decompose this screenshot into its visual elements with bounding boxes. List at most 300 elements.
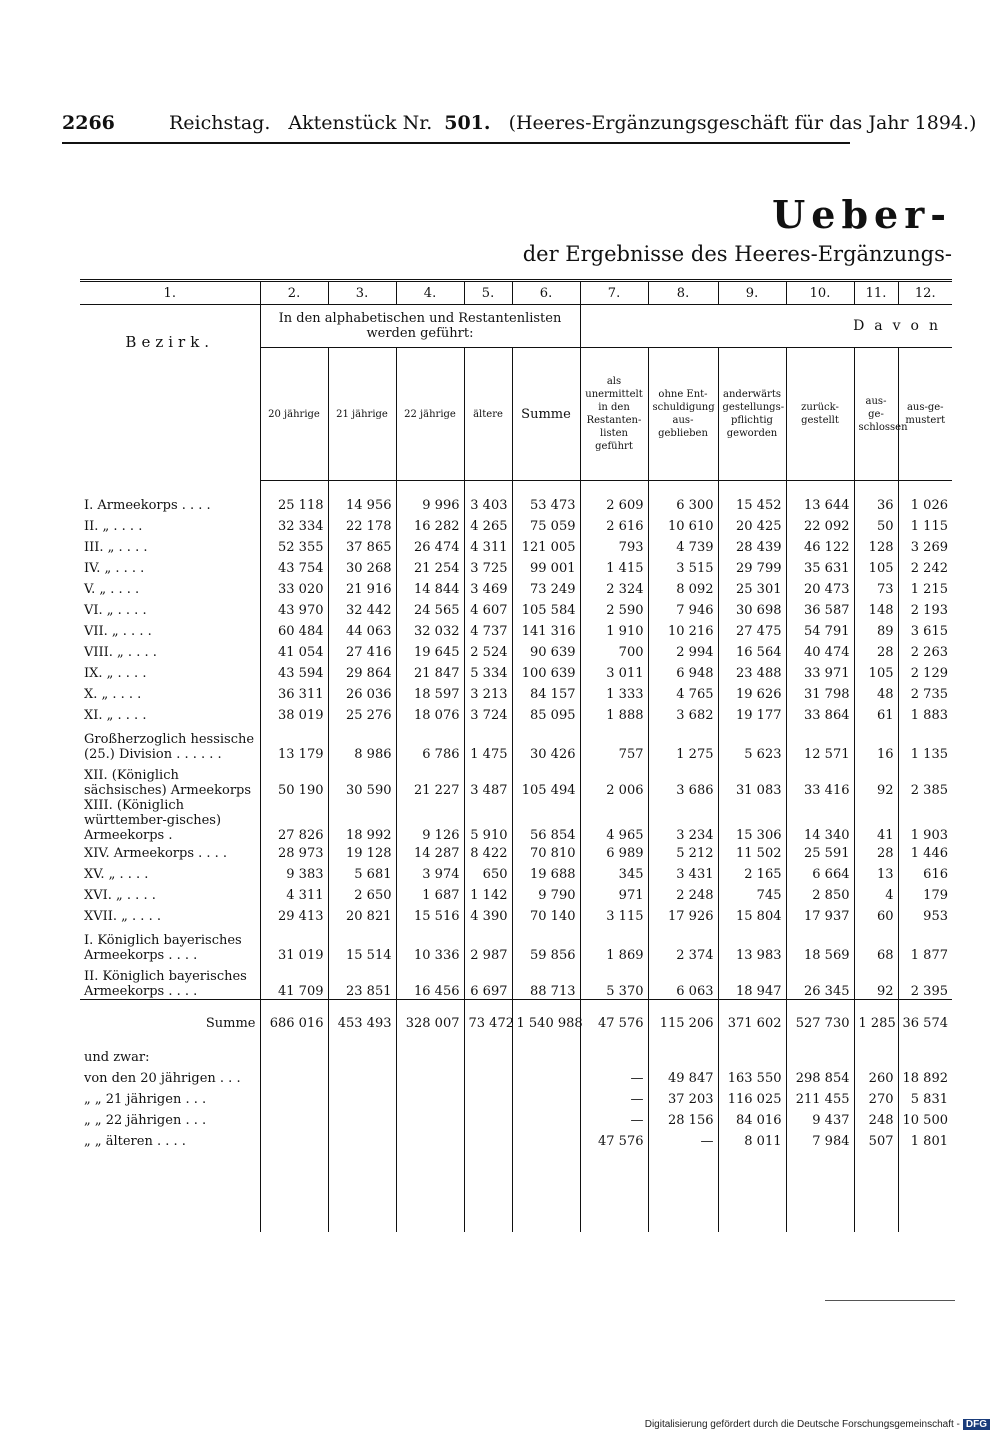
- table-cell: 3 682: [648, 705, 718, 726]
- sub-header: als unermittelt in den Restanten-listen geführt: [580, 348, 648, 481]
- table-cell: 88 713: [512, 963, 580, 1000]
- table-row: [80, 927, 952, 963]
- footer-note: [645, 1419, 990, 1430]
- table-cell: 700: [580, 642, 648, 663]
- table-cell: 30 426: [512, 726, 580, 762]
- table-cell: 28 439: [718, 537, 786, 558]
- table-cell: 2 987: [464, 927, 512, 963]
- table-cell: [464, 1152, 512, 1232]
- table-cell: 26 345: [786, 963, 854, 1000]
- table-cell: 43 594: [260, 663, 328, 684]
- table-cell: 8 422: [464, 843, 512, 864]
- table-cell: 22 178: [328, 516, 396, 537]
- table-cell: 6 989: [580, 843, 648, 864]
- table-cell: 25 591: [786, 843, 854, 864]
- table-cell: 9 126: [396, 798, 464, 843]
- table-cell: [328, 1152, 396, 1232]
- breakdown-row: [80, 1068, 952, 1089]
- table-cell: 6 786: [396, 726, 464, 762]
- row-label: I. Armeekorps . . . .: [84, 498, 211, 513]
- table-cell: 6 697: [464, 963, 512, 1000]
- bezirk-header: Bezirk.: [125, 333, 215, 351]
- table-cell: 16: [854, 726, 898, 762]
- table-cell: 9 437: [786, 1110, 854, 1131]
- table-cell: 10 336: [396, 927, 464, 963]
- header-aktenstueck: Aktenstück Nr.: [288, 112, 433, 134]
- table-cell: 15 452: [718, 495, 786, 516]
- col-num: 6.: [512, 281, 580, 305]
- table-cell: 75 059: [512, 516, 580, 537]
- col-num: 8.: [648, 281, 718, 305]
- table-cell: 1 115: [898, 516, 952, 537]
- table-cell: 5 370: [580, 963, 648, 1000]
- table-row: [80, 726, 952, 762]
- table-cell: [718, 481, 786, 496]
- breakdown-row: [80, 1131, 952, 1152]
- table-row: [80, 537, 952, 558]
- table-cell: 54 791: [786, 621, 854, 642]
- table-cell: 1 333: [580, 684, 648, 705]
- table-cell: 953: [898, 906, 952, 927]
- table-cell: [464, 481, 512, 496]
- table-cell: 1 142: [464, 885, 512, 906]
- table-cell: 23 851: [328, 963, 396, 1000]
- table-cell: 10 216: [648, 621, 718, 642]
- table-cell: 5 910: [464, 798, 512, 843]
- und-zwar-row: [80, 1046, 952, 1068]
- spacer-row: [80, 481, 952, 496]
- col-num: 5.: [464, 281, 512, 305]
- table-cell: 1 903: [898, 798, 952, 843]
- sub-header: aus-ge-schlossen: [854, 348, 898, 481]
- table-cell: 4 311: [464, 537, 512, 558]
- table-cell: 56 854: [512, 798, 580, 843]
- table-cell: [512, 1089, 580, 1110]
- table-cell: 36: [854, 495, 898, 516]
- table-cell: 14 340: [786, 798, 854, 843]
- table-cell: 4 607: [464, 600, 512, 621]
- table-cell: 4 311: [260, 885, 328, 906]
- row-label: „ „ 21 jährigen . . .: [84, 1092, 207, 1107]
- table-cell: 61: [854, 705, 898, 726]
- table-cell: 10 610: [648, 516, 718, 537]
- page-title: Ueber-: [772, 192, 952, 237]
- table-row: [80, 621, 952, 642]
- table-cell: 30 698: [718, 600, 786, 621]
- table-cell: [898, 481, 952, 496]
- table-cell: 17 926: [648, 906, 718, 927]
- sub-header: 20 jährige: [260, 348, 328, 481]
- table-cell: 2 324: [580, 579, 648, 600]
- table-cell: 27 416: [328, 642, 396, 663]
- table-cell: 32 334: [260, 516, 328, 537]
- table-cell: 1 883: [898, 705, 952, 726]
- table-cell: 248: [854, 1110, 898, 1131]
- table-cell: [396, 1068, 464, 1089]
- table-cell: 92: [854, 762, 898, 798]
- header-nr: 501.: [444, 112, 491, 134]
- table-cell: [898, 1152, 952, 1232]
- table-row: [80, 843, 952, 864]
- table-cell: 1 446: [898, 843, 952, 864]
- table-cell: 4 765: [648, 684, 718, 705]
- table-cell: 43 970: [260, 600, 328, 621]
- table-cell: [512, 1131, 580, 1152]
- table-cell: 7 946: [648, 600, 718, 621]
- page-header: [62, 112, 977, 134]
- table-cell: 745: [718, 885, 786, 906]
- table-cell: [854, 1152, 898, 1232]
- table-cell: [512, 1068, 580, 1089]
- table-cell: 46 122: [786, 537, 854, 558]
- table-cell: 757: [580, 726, 648, 762]
- table-cell: 14 844: [396, 579, 464, 600]
- table-cell: 121 005: [512, 537, 580, 558]
- table-cell: 2 524: [464, 642, 512, 663]
- table-cell: 9 790: [512, 885, 580, 906]
- table-cell: [512, 1110, 580, 1131]
- table-cell: 1 475: [464, 726, 512, 762]
- table-cell: [580, 481, 648, 496]
- table-cell: 686 016: [260, 1000, 328, 1047]
- table-cell: 5 334: [464, 663, 512, 684]
- table-cell: 1 135: [898, 726, 952, 762]
- table-cell: 47 576: [580, 1131, 648, 1152]
- table-cell: 20 473: [786, 579, 854, 600]
- table-cell: 6 664: [786, 864, 854, 885]
- tail-row: [80, 1152, 952, 1232]
- table-cell: 6 063: [648, 963, 718, 1000]
- table-cell: 84 016: [718, 1110, 786, 1131]
- table-cell: 115 206: [648, 1000, 718, 1047]
- table-cell: 2 994: [648, 642, 718, 663]
- table-cell: 32 442: [328, 600, 396, 621]
- row-label: [80, 1152, 260, 1232]
- table-cell: [648, 481, 718, 496]
- table-cell: 2 650: [328, 885, 396, 906]
- table-cell: 16 456: [396, 963, 464, 1000]
- table-cell: 1 275: [648, 726, 718, 762]
- table-cell: 33 864: [786, 705, 854, 726]
- table-cell: —: [580, 1068, 648, 1089]
- table-cell: 3 011: [580, 663, 648, 684]
- row-label: XII. (Königlich sächsisches) Armeekorps: [84, 768, 252, 798]
- table-cell: 35 631: [786, 558, 854, 579]
- table-cell: 73: [854, 579, 898, 600]
- row-label: XIV. Armeekorps . . . .: [84, 846, 228, 861]
- table-cell: 33 971: [786, 663, 854, 684]
- table-cell: 4 265: [464, 516, 512, 537]
- table-cell: 3 974: [396, 864, 464, 885]
- table-cell: 29 799: [718, 558, 786, 579]
- table-cell: 28: [854, 642, 898, 663]
- table-row: [80, 906, 952, 927]
- table-cell: 26 474: [396, 537, 464, 558]
- table-cell: 70 810: [512, 843, 580, 864]
- table-cell: 18 892: [898, 1068, 952, 1089]
- table-cell: 37 865: [328, 537, 396, 558]
- table-cell: [396, 481, 464, 496]
- row-label: XIII. (Königlich württember-gisches) Armeekorps .: [84, 798, 222, 843]
- table-cell: [580, 1152, 648, 1232]
- table-cell: 2 850: [786, 885, 854, 906]
- table-cell: 793: [580, 537, 648, 558]
- table-cell: 99 001: [512, 558, 580, 579]
- row-label: XVI. „ . . . .: [84, 888, 156, 903]
- col-num: 3.: [328, 281, 396, 305]
- table-cell: 453 493: [328, 1000, 396, 1047]
- table-cell: 31 019: [260, 927, 328, 963]
- table-cell: 85 095: [512, 705, 580, 726]
- table-cell: 616: [898, 864, 952, 885]
- table-cell: 36 311: [260, 684, 328, 705]
- table-cell: 13 983: [718, 927, 786, 963]
- table-cell: 1 869: [580, 927, 648, 963]
- table-cell: 15 306: [718, 798, 786, 843]
- table-cell: 2 590: [580, 600, 648, 621]
- table-cell: 18 076: [396, 705, 464, 726]
- table-cell: 60: [854, 906, 898, 927]
- sub-header: Summe: [512, 348, 580, 481]
- table-cell: 105 584: [512, 600, 580, 621]
- table-cell: [328, 1089, 396, 1110]
- table-cell: [786, 481, 854, 496]
- table-cell: 2 735: [898, 684, 952, 705]
- row-label: [80, 481, 260, 496]
- sub-header: zurück-gestellt: [786, 348, 854, 481]
- table-cell: 89: [854, 621, 898, 642]
- footer-dash: [825, 1300, 955, 1301]
- row-label: X. „ . . . .: [84, 687, 142, 702]
- table-cell: 5 831: [898, 1089, 952, 1110]
- row-label: VII. „ . . . .: [84, 624, 152, 639]
- table-cell: 30 268: [328, 558, 396, 579]
- table-cell: 14 956: [328, 495, 396, 516]
- table-row: [80, 558, 952, 579]
- table-cell: 19 688: [512, 864, 580, 885]
- row-label: XI. „ . . . .: [84, 708, 147, 723]
- sub-header: aus-ge-mustert: [898, 348, 952, 481]
- table-cell: [328, 1131, 396, 1152]
- table-cell: 260: [854, 1068, 898, 1089]
- table-cell: 100 639: [512, 663, 580, 684]
- row-label: III. „ . . . .: [84, 540, 148, 555]
- table-cell: [464, 1089, 512, 1110]
- table-cell: 1 215: [898, 579, 952, 600]
- table-cell: 1 801: [898, 1131, 952, 1152]
- table-cell: 5 681: [328, 864, 396, 885]
- table-cell: 73 249: [512, 579, 580, 600]
- sub-header: ohne Ent-schuldigung aus-geblieben: [648, 348, 718, 481]
- sub-header: ältere: [464, 348, 512, 481]
- table-cell: 1 888: [580, 705, 648, 726]
- table-cell: [396, 1152, 464, 1232]
- table-cell: 1 877: [898, 927, 952, 963]
- table-cell: [718, 1152, 786, 1232]
- table-cell: 3 234: [648, 798, 718, 843]
- header-subject: (Heeres-Ergänzungsgeschäft für das Jahr 1894.): [508, 112, 977, 134]
- total-row: [80, 1000, 952, 1047]
- table-cell: 148: [854, 600, 898, 621]
- table-cell: 5 623: [718, 726, 786, 762]
- table-cell: 8 986: [328, 726, 396, 762]
- group-header: In den alphabetischen und Restantenlisten werden geführt:: [260, 305, 580, 348]
- table-cell: [464, 1110, 512, 1131]
- table-cell: 20 821: [328, 906, 396, 927]
- table-cell: 16 564: [718, 642, 786, 663]
- table-cell: 2 395: [898, 963, 952, 1000]
- table-cell: 16 282: [396, 516, 464, 537]
- table-cell: 371 602: [718, 1000, 786, 1047]
- table-cell: 3 686: [648, 762, 718, 798]
- table-cell: 17 937: [786, 906, 854, 927]
- table-row: [80, 762, 952, 798]
- table-cell: 971: [580, 885, 648, 906]
- table-cell: 6 300: [648, 495, 718, 516]
- col-num: 9.: [718, 281, 786, 305]
- table-cell: 13: [854, 864, 898, 885]
- table-row: [80, 963, 952, 1000]
- table-cell: 2 193: [898, 600, 952, 621]
- table-cell: 27 826: [260, 798, 328, 843]
- table-cell: 3 515: [648, 558, 718, 579]
- breakdown-row: [80, 1089, 952, 1110]
- table-row: [80, 684, 952, 705]
- table-cell: 15 514: [328, 927, 396, 963]
- table-cell: [464, 1046, 512, 1068]
- col-num: 12.: [898, 281, 952, 305]
- table-cell: 33 416: [786, 762, 854, 798]
- table-cell: —: [648, 1131, 718, 1152]
- table-cell: [328, 481, 396, 496]
- table-cell: 25 301: [718, 579, 786, 600]
- col-num: 1.: [80, 281, 260, 305]
- table-cell: 105 494: [512, 762, 580, 798]
- table-cell: 2 006: [580, 762, 648, 798]
- col-num: 11.: [854, 281, 898, 305]
- col-num: 4.: [396, 281, 464, 305]
- table-cell: 50 190: [260, 762, 328, 798]
- page-subtitle: der Ergebnisse des Heeres-Ergänzungs-: [522, 242, 952, 266]
- col-num: 7.: [580, 281, 648, 305]
- table-row: [80, 579, 952, 600]
- table-row: [80, 798, 952, 843]
- table-cell: 23 488: [718, 663, 786, 684]
- table-cell: 47 576: [580, 1000, 648, 1047]
- table-cell: 3 403: [464, 495, 512, 516]
- table-cell: 179: [898, 885, 952, 906]
- table-cell: 328 007: [396, 1000, 464, 1047]
- table-cell: [648, 1152, 718, 1232]
- table-cell: 22 092: [786, 516, 854, 537]
- table-cell: 3 115: [580, 906, 648, 927]
- table-cell: [512, 1046, 580, 1068]
- table-cell: 31 083: [718, 762, 786, 798]
- table-cell: 68: [854, 927, 898, 963]
- table-cell: 40 474: [786, 642, 854, 663]
- table-cell: 105: [854, 558, 898, 579]
- table-cell: 84 157: [512, 684, 580, 705]
- sub-header: 22 jährige: [396, 348, 464, 481]
- table-cell: 11 502: [718, 843, 786, 864]
- table-cell: 7 984: [786, 1131, 854, 1152]
- table-cell: [260, 1046, 328, 1068]
- table-row: [80, 642, 952, 663]
- table-cell: 105: [854, 663, 898, 684]
- table-cell: [396, 1110, 464, 1131]
- table-cell: 1 687: [396, 885, 464, 906]
- table-cell: 43 754: [260, 558, 328, 579]
- table-row: [80, 600, 952, 621]
- table-cell: 28: [854, 843, 898, 864]
- table-cell: 9 383: [260, 864, 328, 885]
- dfg-logo: DFG: [963, 1419, 990, 1430]
- table-cell: 31 798: [786, 684, 854, 705]
- table-cell: 41 054: [260, 642, 328, 663]
- row-label: V. „ . . . .: [84, 582, 140, 597]
- table-cell: 18 569: [786, 927, 854, 963]
- table-cell: 3 431: [648, 864, 718, 885]
- table-cell: [396, 1131, 464, 1152]
- table-cell: 3 724: [464, 705, 512, 726]
- table-cell: 2 129: [898, 663, 952, 684]
- footer-text: Digitalisierung gefördert durch die Deutsche Forschungsgemeinschaft -: [644, 1419, 960, 1430]
- table-cell: 2 616: [580, 516, 648, 537]
- table-cell: 3 615: [898, 621, 952, 642]
- table-cell: 3 269: [898, 537, 952, 558]
- table-cell: 53 473: [512, 495, 580, 516]
- table-cell: 52 355: [260, 537, 328, 558]
- breakdown-row: [80, 1110, 952, 1131]
- table-cell: [580, 1046, 648, 1068]
- row-label: „ „ älteren . . . .: [84, 1134, 186, 1149]
- table-cell: 298 854: [786, 1068, 854, 1089]
- table-cell: [328, 1110, 396, 1131]
- table-cell: [260, 1068, 328, 1089]
- table-cell: 141 316: [512, 621, 580, 642]
- table-cell: 4 739: [648, 537, 718, 558]
- row-label: I. Königlich bayerisches Armeekorps . . . .: [84, 933, 242, 963]
- sub-header: anderwärts gestellungs-pflichtig geworden: [718, 348, 786, 481]
- table-cell: 13 179: [260, 726, 328, 762]
- table-cell: 1 910: [580, 621, 648, 642]
- row-label: II. „ . . . .: [84, 519, 143, 534]
- col-num: 2.: [260, 281, 328, 305]
- row-label: „ „ 22 jährigen . . .: [84, 1113, 207, 1128]
- table-cell: 21 227: [396, 762, 464, 798]
- table-cell: 30 590: [328, 762, 396, 798]
- page-number: 2266: [62, 112, 115, 134]
- table-cell: 507: [854, 1131, 898, 1152]
- table-cell: 2 385: [898, 762, 952, 798]
- table-cell: 2 263: [898, 642, 952, 663]
- table-body: [80, 481, 952, 1233]
- table-cell: 25 276: [328, 705, 396, 726]
- table-cell: 29 413: [260, 906, 328, 927]
- table-cell: 10 500: [898, 1110, 952, 1131]
- table-cell: 4 390: [464, 906, 512, 927]
- table-cell: 41 709: [260, 963, 328, 1000]
- table-cell: 25 118: [260, 495, 328, 516]
- table-cell: 36 587: [786, 600, 854, 621]
- table-cell: 8 011: [718, 1131, 786, 1152]
- table-row: [80, 516, 952, 537]
- table-cell: 19 626: [718, 684, 786, 705]
- table-cell: 20 425: [718, 516, 786, 537]
- table-cell: 50: [854, 516, 898, 537]
- table-cell: 32 032: [396, 621, 464, 642]
- table-cell: 90 639: [512, 642, 580, 663]
